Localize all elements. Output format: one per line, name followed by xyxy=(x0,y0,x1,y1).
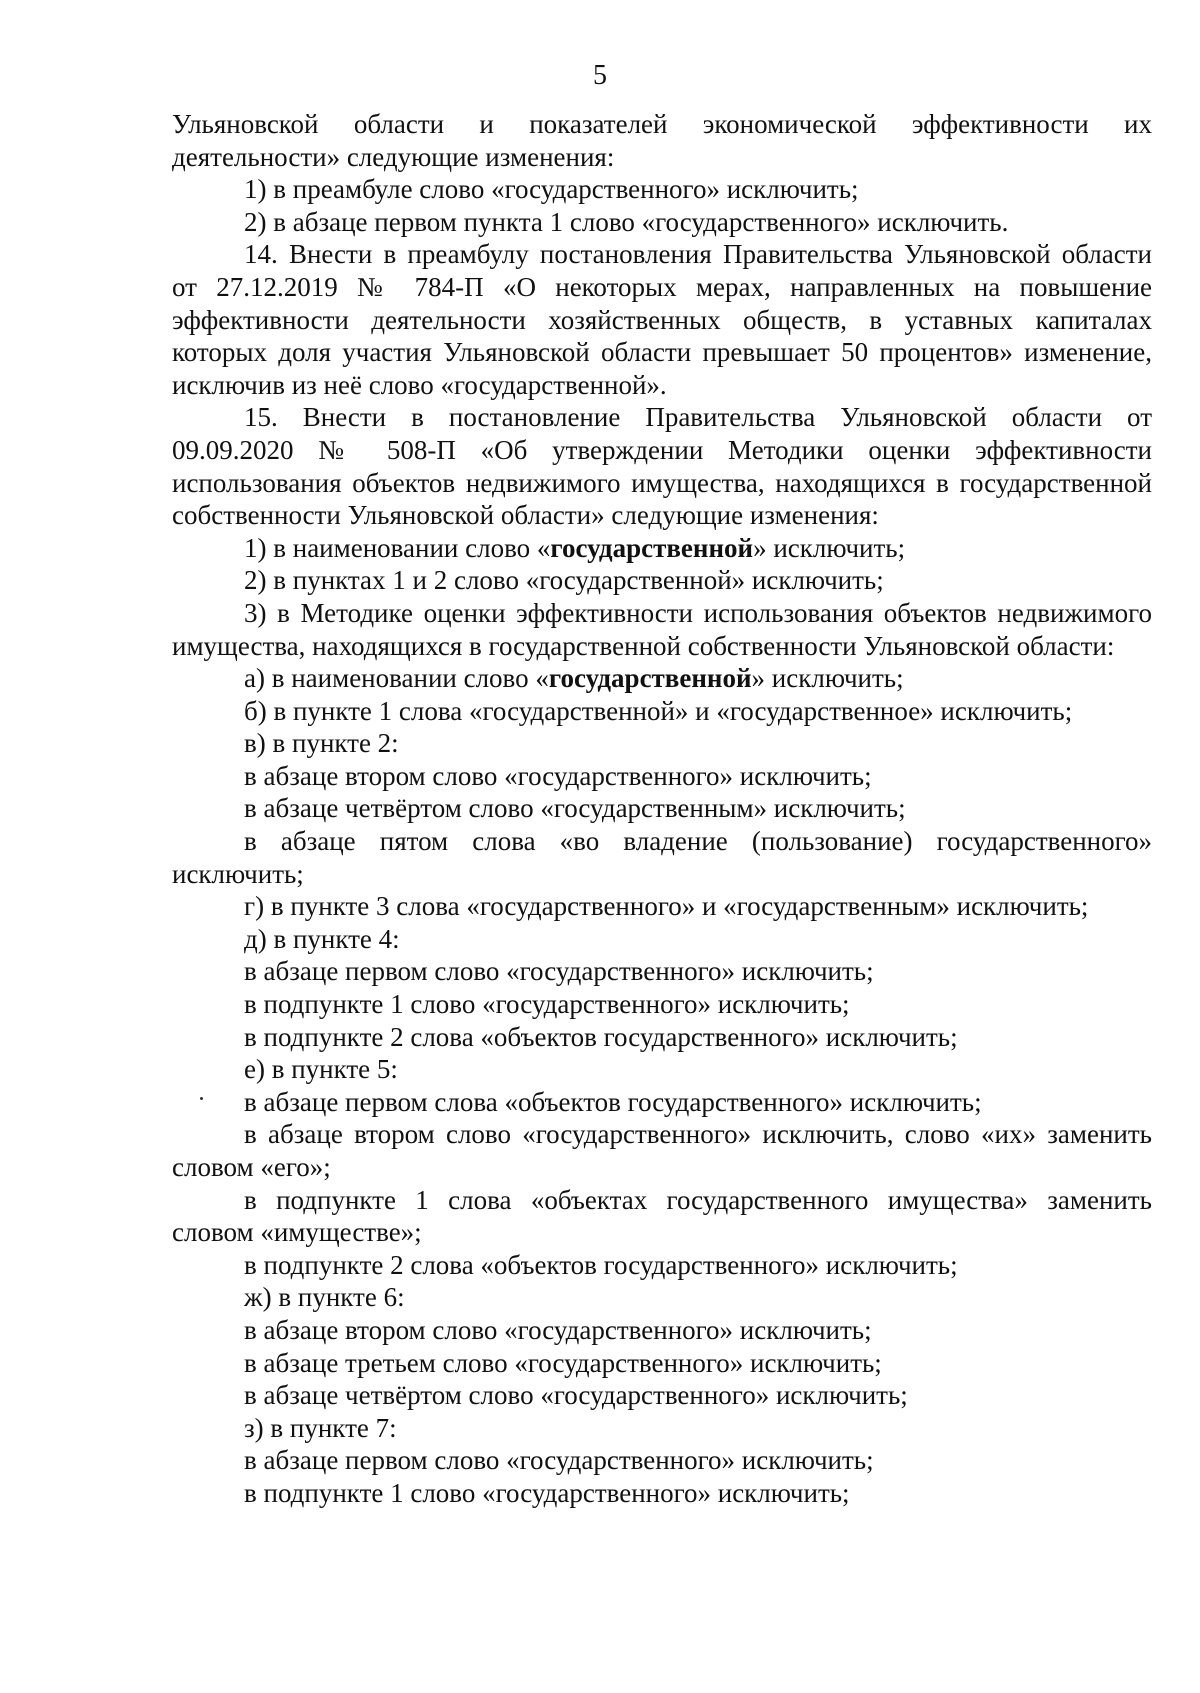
paragraph: в абзаце четвёртом слово «государственного» исключить; xyxy=(244,1380,908,1411)
paragraph-text: » исключить; xyxy=(751,663,904,694)
paragraph: в подпункте 1 слово «государственного» исключить; xyxy=(244,989,850,1020)
paragraph: г) в пункте 3 слова «государственного» и «государственным» исключить; xyxy=(244,891,1089,922)
paragraph: в подпункте 2 слова «объектов государственного» исключить; xyxy=(244,1021,958,1052)
paragraph-text: » исключить; xyxy=(753,532,906,563)
bold-word: государственной xyxy=(548,663,752,694)
paragraph: ж) в пункте 6: xyxy=(244,1282,405,1313)
paragraph: в абзаце пятом слова «во владение (пользование) государственного» исключить; xyxy=(172,826,1152,889)
scan-speck xyxy=(200,1097,203,1100)
paragraph: 2) в абзаце первом пункта 1 слово «государственного» исключить. xyxy=(244,206,1009,237)
paragraph: 14. Внести в преамбулу постановления Правительства Ульяновской области от 27.12.2019 № 784-П «О некоторых мерах, направленных на повышение эффективности деятельности хозяйственных обществ, в уставных капиталах которых доля участия Ульяновской области превышает 50 процентов» изменение, исключив из неё слово «государственной». xyxy=(172,239,1152,400)
paragraph: в абзаце втором слово «государственного» исключить; xyxy=(244,760,872,791)
paragraph: в подпункте 1 слово «государственного» исключить; xyxy=(244,1477,850,1508)
paragraph: в подпункте 2 слова «объектов государственного» исключить; xyxy=(244,1249,958,1280)
paragraph: в подпункте 1 слова «объектах государственного имущества» заменить словом «имуществе»; xyxy=(172,1184,1152,1248)
paragraph: в абзаце втором слово «государственного» исключить, слово «их» заменить словом «его»; xyxy=(172,1119,1152,1182)
paragraph: в абзаце первом слова «объектов государственного» исключить; xyxy=(244,1086,982,1117)
paragraph: д) в пункте 4: xyxy=(244,923,400,954)
paragraph: в абзаце первом слово «государственного» исключить; xyxy=(244,1445,874,1476)
paragraph: б) в пункте 1 слова «государственной» и «государственное» исключить; xyxy=(244,695,1073,726)
paragraph: 15. Внести в постановление Правительства Ульяновской области от 09.09.2020 № 508-П «Об утверждении Методики оценки эффективности использования объектов недвижимого имущества, находящихся в государственной собственности Ульяновской области» следующие изменения: xyxy=(172,402,1152,531)
paragraph: в) в пункте 2: xyxy=(244,728,399,759)
paragraph xyxy=(172,662,1152,695)
paragraph xyxy=(172,532,1152,565)
paragraph: 1) в преамбуле слово «государственного» исключить; xyxy=(244,174,859,205)
document-body xyxy=(172,108,1152,1510)
paragraph: в абзаце четвёртом слово «государственным» исключить; xyxy=(244,793,906,824)
page-number: 5 xyxy=(593,60,607,91)
paragraph: в абзаце третьем слово «государственного» исключить; xyxy=(244,1347,882,1378)
paragraph: Ульяновской области и показателей экономической эффективности их деятельности» следующие изменения: xyxy=(172,109,1152,172)
paragraph-text: 1) в наименовании слово « xyxy=(244,532,551,563)
bold-word: государственной xyxy=(550,532,754,563)
paragraph-text: а) в наименовании слово « xyxy=(244,663,549,694)
paragraph: в абзаце втором слово «государственного» исключить; xyxy=(244,1314,872,1345)
paragraph: 3) в Методике оценки эффективности использования объектов недвижимого имущества, находящихся в государственной собственности Ульяновской области: xyxy=(172,597,1152,661)
paragraph: е) в пункте 5: xyxy=(244,1054,398,1085)
paragraph: з) в пункте 7: xyxy=(244,1412,397,1443)
paragraph: 2) в пунктах 1 и 2 слово «государственной» исключить; xyxy=(244,565,884,596)
paragraph: в абзаце первом слово «государственного» исключить; xyxy=(244,956,874,987)
